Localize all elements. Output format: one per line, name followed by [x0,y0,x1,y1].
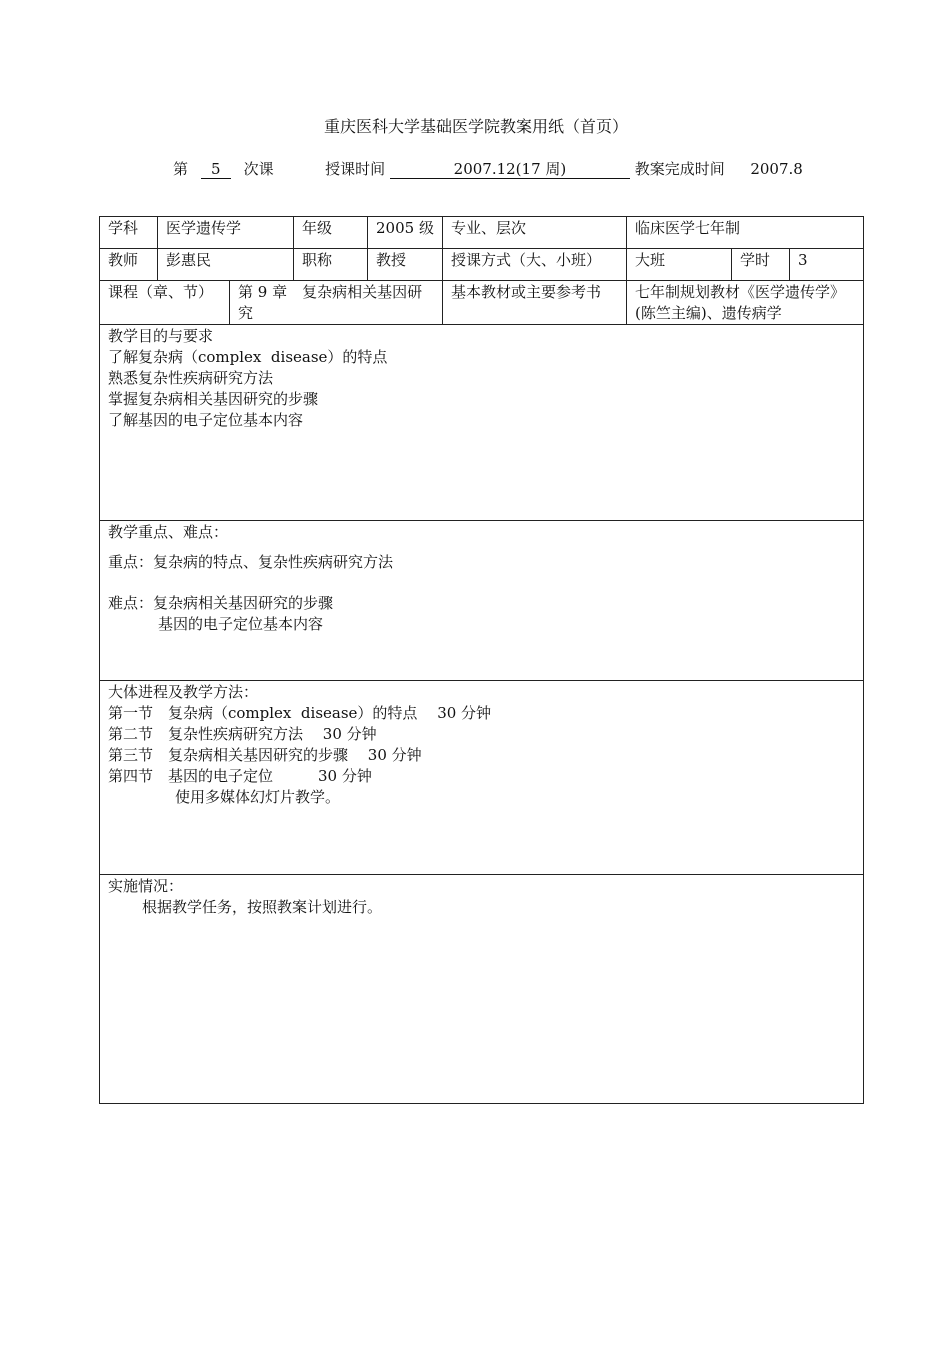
course-label: 课程（章、节） [100,281,230,325]
key-point-text: 重点：复杂病的特点、复杂性疾病研究方法 [108,553,394,571]
teaching-mode-label: 授课方式（大、小班） [443,249,627,281]
teaching-mode-value: 大班 [627,249,732,281]
progress-item: 第三节 复杂病相关基因研究的步骤 30 分钟 [108,746,422,764]
rank-label: 职称 [294,249,368,281]
major-label: 专业、层次 [443,217,627,249]
teacher-value: 彭惠民 [158,249,294,281]
progress-section [100,681,864,875]
lesson-prefix: 第 [173,160,189,178]
progress-item: 第四节 基因的电子定位 30 分钟 [108,767,372,785]
lesson-suffix: 次课 [243,160,274,178]
completion-time-value: 2007.8 [750,160,803,178]
key-points-heading: 教学重点、难点： [108,523,229,541]
progress-item: 第二节 复杂性疾病研究方法 30 分钟 [108,725,377,743]
rank-value: 教授 [368,249,443,281]
major-value: 临床医学七年制 [627,217,864,249]
grade-value: 2005 级 [368,217,443,249]
objective-item: 了解基因的电子定位基本内容 [108,411,304,429]
lesson-plan-table [99,216,864,1104]
teacher-label: 教师 [100,249,158,281]
textbook-value: 七年制规划教材《医学遗传学》(陈竺主编)、遗传病学 [627,281,864,325]
objectives-heading: 教学目的与要求 [108,327,214,345]
subject-value: 医学遗传学 [158,217,294,249]
progress-heading: 大体进程及教学方法： [108,683,259,701]
lesson-info-line [173,158,803,179]
progress-item: 第一节 复杂病（complex disease）的特点 30 分钟 [108,704,492,722]
grade-label: 年级 [294,217,368,249]
implementation-section [100,875,864,1104]
lesson-number: 5 [201,161,231,179]
teaching-time-value: 2007.12(17 周) [390,161,630,179]
difficult-point-text: 难点：复杂病相关基因研究的步骤 [108,594,334,612]
completion-time-label: 教案完成时间 [634,160,725,178]
course-value: 第 9 章 复杂病相关基因研究 [230,281,443,325]
teaching-time-label: 授课时间 [325,160,386,178]
page-title: 重庆医科大学基础医学院教案用纸（首页） [323,117,628,136]
teaching-method-text: 使用多媒体幻灯片教学。 [175,788,341,806]
textbook-label: 基本教材或主要参考书 [443,281,627,325]
implementation-heading: 实施情况： [108,877,184,895]
hours-value: 3 [790,249,864,281]
objective-item: 掌握复杂病相关基因研究的步骤 [108,390,319,408]
objective-item: 熟悉复杂性疾病研究方法 [108,369,274,387]
implementation-text: 根据教学任务，按照教案计划进行。 [142,898,383,916]
objectives-section [100,325,864,521]
key-points-section [100,521,864,681]
subject-label: 学科 [100,217,158,249]
difficult-point-text: 基因的电子定位基本内容 [158,615,324,633]
hours-label: 学时 [732,249,790,281]
objective-item: 了解复杂病（complex disease）的特点 [108,348,388,366]
